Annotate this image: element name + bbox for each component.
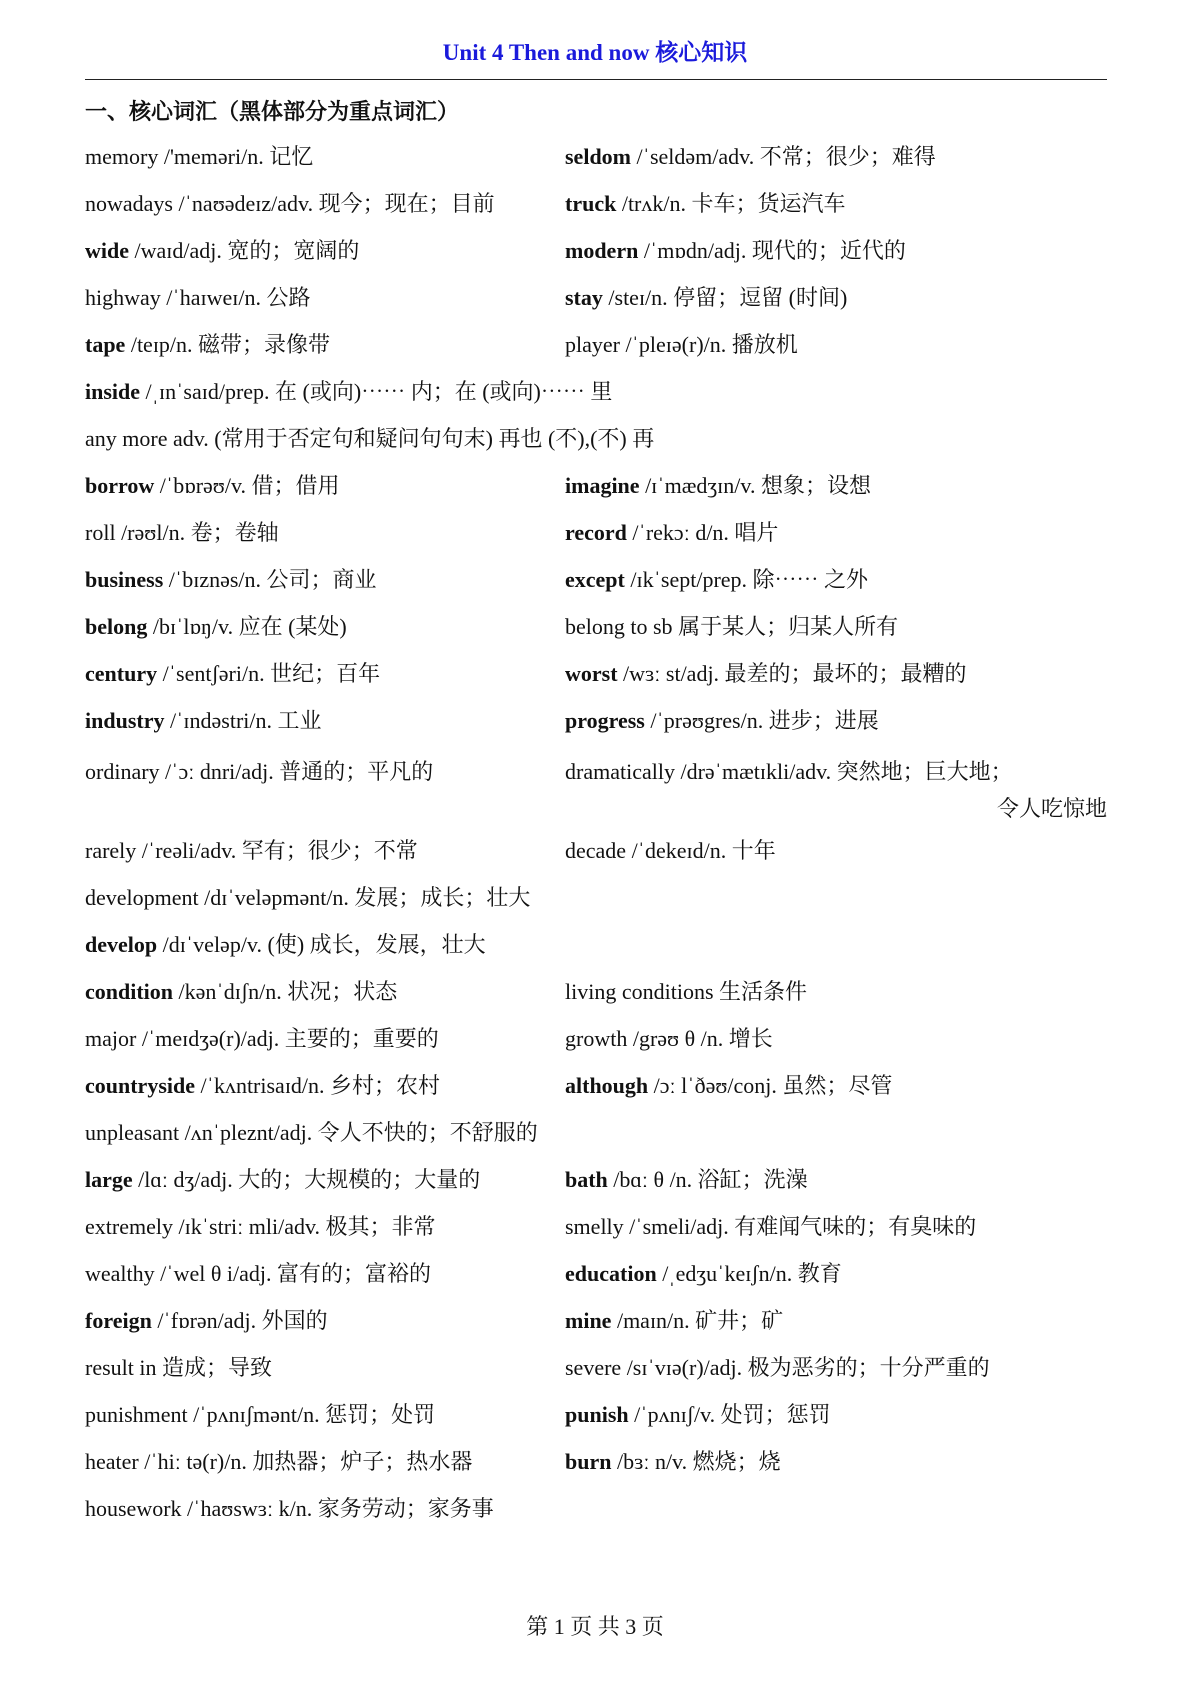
vocab-definition: /ˈɪndəstri/n. 工业	[164, 708, 322, 733]
vocab-word: develop	[85, 932, 158, 957]
vocab-entry	[85, 1116, 1107, 1147]
vocab-row	[85, 226, 1107, 273]
vocab-entry	[85, 1069, 565, 1100]
vocab-row	[85, 602, 1107, 649]
vocab-entry	[565, 1069, 1107, 1100]
vocab-definition: /ˈprəʊgres/n. 进步；进展	[644, 708, 879, 733]
vocab-word: education	[565, 1261, 657, 1286]
vocab-row	[85, 1155, 1107, 1202]
vocab-definition: /ˈsmeli/adj. 有难闻气味的；有臭味的	[623, 1214, 977, 1239]
vocab-row	[85, 1202, 1107, 1249]
vocab-word: player	[565, 332, 620, 357]
vocab-definition: /ˈreəli/adv. 罕有；很少；不常	[136, 838, 418, 863]
vocab-word: century	[85, 661, 158, 686]
vocab-entry	[85, 975, 565, 1006]
vocab-entry	[85, 1351, 565, 1382]
vocab-entry	[85, 1022, 565, 1053]
vocab-word: progress	[565, 708, 645, 733]
vocab-definition: /maɪn/n. 矿井；矿	[611, 1308, 784, 1333]
vocab-word: although	[565, 1073, 649, 1098]
vocab-row	[85, 1484, 1107, 1531]
vocab-row	[85, 826, 1107, 873]
vocab-definition: /ˈsentʃəri/n. 世纪；百年	[157, 661, 381, 686]
vocab-row	[85, 873, 1107, 920]
vocab-definition: 生活条件	[713, 979, 808, 1004]
vocab-word: truck	[565, 191, 617, 216]
vocab-entry	[565, 1163, 1107, 1194]
vocab-word: living conditions	[565, 979, 714, 1004]
vocab-definition: /bɪˈlɒŋ/v. 应在 (某处)	[147, 614, 347, 639]
vocab-definition: /ˈnaʊədeɪz/adv. 现今；现在；目前	[172, 191, 495, 216]
vocab-word: bath	[565, 1167, 608, 1192]
vocab-word: highway	[85, 285, 161, 310]
vocab-word: heater	[85, 1449, 139, 1474]
vocab-entry	[85, 834, 565, 865]
vocab-word: development	[85, 885, 199, 910]
vocab-entry	[85, 704, 565, 735]
vocab-entry	[565, 1257, 1107, 1288]
vocab-definition: /grəʊ θ /n. 增长	[627, 1026, 773, 1051]
vocab-word: inside	[85, 379, 141, 404]
vocab-definition: /ˌɪnˈsaɪd/prep. 在 (或向)⋯⋯ 内；在 (或向)⋯⋯ 里	[140, 379, 613, 404]
vocab-entry	[85, 469, 565, 500]
vocab-row	[85, 179, 1107, 226]
vocab-word: major	[85, 1026, 137, 1051]
vocab-word: decade	[565, 838, 627, 863]
vocab-definition: /trʌk/n. 卡车；货运汽车	[616, 191, 846, 216]
vocab-word: wealthy	[85, 1261, 155, 1286]
vocab-entry	[565, 975, 1107, 1006]
vocab-entry	[565, 1304, 1107, 1335]
vocab-entry	[565, 1351, 1107, 1382]
vocab-definition: /steɪ/n. 停留；逗留 (时间)	[602, 285, 848, 310]
vocab-definition: /ˈpleɪə(r)/n. 播放机	[619, 332, 798, 357]
vocab-definition: /ɪkˈsept/prep. 除⋯⋯ 之外	[624, 567, 869, 592]
vocab-word: dramatically	[565, 759, 675, 784]
vocab-entry	[565, 657, 1107, 688]
vocab-entry	[85, 1210, 565, 1241]
vocab-entry	[85, 1257, 565, 1288]
vocab-definition: /ˈdekeɪd/n. 十年	[626, 838, 776, 863]
vocab-row	[85, 743, 1107, 826]
vocab-definition: /ˈpʌnɪʃmənt/n. 惩罚；处罚	[187, 1402, 436, 1427]
vocab-word: ordinary	[85, 759, 160, 784]
vocab-definition: 造成；导致	[156, 1355, 273, 1380]
vocab-word: punish	[565, 1402, 629, 1427]
vocab-word: memory	[85, 144, 159, 169]
vocab-word: except	[565, 567, 625, 592]
vocab-word: business	[85, 567, 164, 592]
vocab-definition: /dɪˈveləp/v. (使) 成长，发展，壮大	[157, 932, 486, 957]
vocab-definition: /ɪkˈstriː mli/adv. 极其；非常	[172, 1214, 436, 1239]
vocab-entry	[85, 328, 565, 359]
vocab-word: unpleasant	[85, 1120, 180, 1145]
vocab-entry	[85, 928, 1107, 959]
vocab-entry	[85, 422, 1107, 453]
vocab-definition: /ˈmɒdn/adj. 现代的；近代的	[638, 238, 906, 263]
vocab-definition: /ɔː lˈðəʊ/conj. 虽然；尽管	[648, 1073, 893, 1098]
vocab-entry	[85, 755, 565, 786]
vocab-row	[85, 967, 1107, 1014]
vocab-word: rarely	[85, 838, 137, 863]
vocab-definition: /ˈkʌntrisaɪd/n. 乡村；农村	[195, 1073, 441, 1098]
vocab-definition: /ˈhiː tə(r)/n. 加热器；炉子；热水器	[138, 1449, 473, 1474]
vocab-word: result in	[85, 1355, 157, 1380]
vocab-definition: /ˈwel θ i/adj. 富有的；富裕的	[154, 1261, 431, 1286]
vocab-word: stay	[565, 285, 603, 310]
vocab-definition-continuation: 令人吃惊地	[996, 796, 1107, 821]
vocab-entry	[565, 469, 1107, 500]
vocab-row	[85, 367, 1107, 414]
vocab-definition: /ˌedʒuˈkeɪʃn/n. 教育	[656, 1261, 842, 1286]
vocab-entry	[85, 187, 565, 218]
vocab-definition: /wɜː st/adj. 最差的；最坏的；最糟的	[617, 661, 967, 686]
vocab-word: seldom	[565, 144, 631, 169]
vocab-row	[85, 414, 1107, 461]
vocab-word: large	[85, 1167, 133, 1192]
vocab-row	[85, 461, 1107, 508]
vocab-definition: /'meməri/n. 记忆	[158, 144, 314, 169]
vocab-row	[85, 132, 1107, 179]
vocab-word: modern	[565, 238, 639, 263]
vocab-entry	[565, 516, 1107, 547]
vocab-word: severe	[565, 1355, 622, 1380]
vocab-definition: /dɪˈveləpmənt/n. 发展；成长；壮大	[198, 885, 531, 910]
vocab-word: punishment	[85, 1402, 188, 1427]
vocab-entry	[565, 140, 1107, 171]
vocab-word: housework	[85, 1496, 182, 1521]
vocab-word: tape	[85, 332, 126, 357]
vocab-word: burn	[565, 1449, 612, 1474]
vocab-row	[85, 1249, 1107, 1296]
vocab-word: worst	[565, 661, 618, 686]
vocab-entry	[85, 1163, 565, 1194]
vocab-entry	[565, 1022, 1107, 1053]
vocab-definition: adv. (常用于否定句和疑问句句末) 再也 (不),(不) 再	[167, 426, 655, 451]
vocab-definition: /ˈbɒrəʊ/v. 借；借用	[154, 473, 340, 498]
vocab-definition: /kənˈdɪʃn/n. 状况；状态	[173, 979, 398, 1004]
vocab-row	[85, 1437, 1107, 1484]
vocab-entry	[565, 563, 1107, 594]
vocab-entry	[565, 834, 1107, 865]
vocab-word: condition	[85, 979, 174, 1004]
vocab-row	[85, 649, 1107, 696]
vocab-row	[85, 555, 1107, 602]
vocab-row	[85, 1108, 1107, 1155]
vocab-entry	[565, 704, 1107, 735]
vocab-word: foreign	[85, 1308, 152, 1333]
vocab-word: wide	[85, 238, 129, 263]
vocab-entry	[85, 1445, 565, 1476]
vocab-definition: /ˈpʌnɪʃ/v. 处罚；惩罚	[628, 1402, 831, 1427]
vocab-row	[85, 1061, 1107, 1108]
vocab-entry	[85, 234, 565, 265]
vocab-word: borrow	[85, 473, 155, 498]
vocab-definition: /rəʊl/n. 卷；卷轴	[115, 520, 279, 545]
vocab-definition: /ˈbɪznəs/n. 公司；商业	[163, 567, 377, 592]
vocab-row	[85, 273, 1107, 320]
vocab-definition: /ˈmeɪdʒə(r)/adj. 主要的；重要的	[136, 1026, 439, 1051]
vocab-row	[85, 1390, 1107, 1437]
vocab-definition: /ˈɔː dnri/adj. 普通的；平凡的	[159, 759, 434, 784]
vocab-entry	[565, 1398, 1107, 1429]
vocab-word: smelly	[565, 1214, 624, 1239]
vocab-entry	[85, 657, 565, 688]
vocab-definition: /ˈfɒrən/adj. 外国的	[151, 1308, 328, 1333]
vocab-word: belong	[85, 614, 148, 639]
vocab-definition: /ˈrekɔː d/n. 唱片	[626, 520, 779, 545]
vocab-row	[85, 696, 1107, 743]
vocab-entry	[565, 234, 1107, 265]
vocab-word: nowadays	[85, 191, 173, 216]
vocab-definition: /waɪd/adj. 宽的；宽阔的	[129, 238, 360, 263]
section-heading: 一、核心词汇（黑体部分为重点词汇）	[85, 100, 460, 125]
vocab-word: countryside	[85, 1073, 195, 1098]
vocab-entry	[565, 755, 1107, 786]
vocab-definition: /ˈhaʊswɜː k/n. 家务劳动；家务事	[181, 1496, 494, 1521]
vocab-word: roll	[85, 520, 116, 545]
vocab-entry	[85, 516, 565, 547]
header-divider	[85, 79, 1107, 80]
vocab-row	[85, 1296, 1107, 1343]
vocab-row	[85, 508, 1107, 555]
vocab-entry	[85, 281, 565, 312]
vocab-word: industry	[85, 708, 165, 733]
vocab-entry	[565, 610, 1107, 641]
vocab-definition: /ɪˈmædʒɪn/v. 想象；设想	[639, 473, 871, 498]
vocab-entry	[565, 281, 1107, 312]
vocabulary-list	[85, 132, 1107, 1531]
page-title: Unit 4 Then and now 核心知识	[442, 40, 748, 65]
vocab-definition: 属于某人；归某人所有	[672, 614, 899, 639]
vocab-definition: /ʌnˈpleznt/adj. 令人不快的；不舒服的	[179, 1120, 538, 1145]
vocab-row	[85, 320, 1107, 367]
vocab-definition: /lɑː dʒ/adj. 大的；大规模的；大量的	[132, 1167, 481, 1192]
vocab-entry	[85, 1492, 1107, 1523]
vocab-definition: /bɑː θ /n. 浴缸；洗澡	[607, 1167, 808, 1192]
vocab-entry	[565, 328, 1107, 359]
vocab-entry	[85, 375, 1107, 406]
vocab-definition: /ˈseldəm/adv. 不常；很少；难得	[631, 144, 936, 169]
vocab-entry	[85, 1398, 565, 1429]
vocab-row	[85, 1014, 1107, 1061]
vocab-word: growth	[565, 1026, 628, 1051]
vocab-definition: /teɪp/n. 磁带；录像带	[125, 332, 331, 357]
vocab-definition: /sɪˈvɪə(r)/adj. 极为恶劣的；十分严重的	[621, 1355, 990, 1380]
vocab-entry	[85, 610, 565, 641]
vocab-entry	[565, 1445, 1107, 1476]
vocab-word: any more	[85, 426, 168, 451]
page-footer: 第 1 页 共 3 页	[526, 1614, 664, 1639]
vocab-entry	[565, 187, 1107, 218]
vocab-word: belong to sb	[565, 614, 673, 639]
vocab-entry	[85, 881, 1107, 912]
vocab-row	[85, 920, 1107, 967]
vocab-entry	[85, 563, 565, 594]
vocab-definition: /bɜː n/v. 燃烧；烧	[611, 1449, 781, 1474]
vocab-word: mine	[565, 1308, 612, 1333]
vocab-row	[85, 1343, 1107, 1390]
vocab-entry	[565, 1210, 1107, 1241]
vocab-entry	[85, 1304, 565, 1335]
vocab-definition: /ˈhaɪweɪ/n. 公路	[160, 285, 311, 310]
vocab-word: extremely	[85, 1214, 173, 1239]
vocab-definition: /drəˈmætɪkli/adv. 突然地；巨大地；	[674, 759, 1013, 784]
vocab-word: imagine	[565, 473, 640, 498]
vocab-word: record	[565, 520, 627, 545]
vocab-entry	[85, 140, 565, 171]
